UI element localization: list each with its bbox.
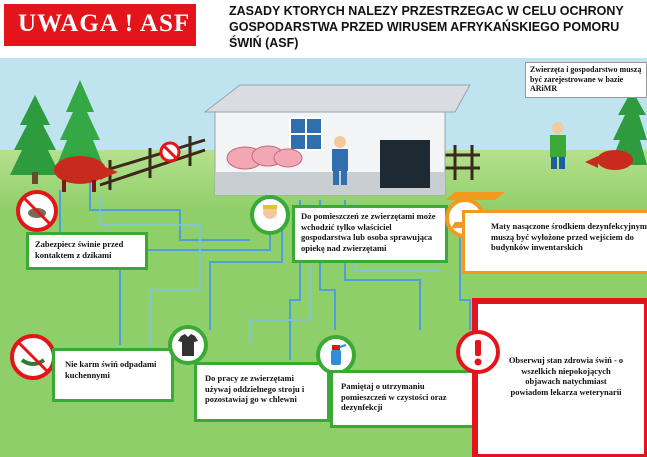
fence-left xyxy=(100,136,205,190)
exclamation-icon xyxy=(456,330,500,374)
registration-note: Zwierzęta i gospodarstwo muszą być zarejestrowane w bazie ARiMR xyxy=(525,62,647,98)
spray-bottle-icon xyxy=(316,335,356,375)
shirt-icon xyxy=(168,325,208,365)
pigs xyxy=(227,146,302,169)
disinfection-mat xyxy=(445,192,505,200)
person-icon xyxy=(250,195,290,235)
wild-boar-right xyxy=(585,150,633,170)
no-boar-icon xyxy=(16,190,58,232)
title-banner xyxy=(4,4,196,46)
title-text: UWAGA ! ASF xyxy=(18,10,191,37)
rule-mats: Maty nasączone środkiem dezynfekcyjnym muszą być wyłożone przed wejściem do budynków inwentarskich xyxy=(462,210,647,274)
rule-cleanliness: Pamiętaj o utrzymaniu pomieszczeń w czystości oraz dezynfekcji xyxy=(330,370,480,428)
rule-kitchen-waste: Nie karm świń odpadami kuchennymi xyxy=(52,348,174,402)
farmer-right xyxy=(550,122,566,169)
fence-right xyxy=(445,145,480,180)
no-waste-icon xyxy=(10,334,56,380)
wild-boar-left xyxy=(54,156,118,192)
no-entry-sign xyxy=(161,143,179,161)
rule-entry: Do pomieszczeń ze zwierzętami może wchodzić tylko właściciel gospodarstwa lub osoba sprawująca opiekę nad zwierzętami xyxy=(292,205,448,263)
rule-clothing: Do pracy ze zwierzętami używaj oddzielnego stroju i pozostawiaj go w chlewni xyxy=(194,362,330,422)
rule-wild-boars: Zabezpiecz świnie przed kontaktem z dzikami xyxy=(26,232,148,270)
headline: ZASADY KTORYCH NALEZY PRZESTRZEGAC W CELU OCHRONY GOSPODARSTWA PRZED WIRUSEM AFRYKAŃSKIEGO POMORU ŚWIŃ (ASF) xyxy=(229,4,624,50)
rule-health: Obserwuj stan zdrowia świń - o wszelkich niepokojących objawach natychmiast powiadom lekarza weterynarii xyxy=(506,355,626,399)
